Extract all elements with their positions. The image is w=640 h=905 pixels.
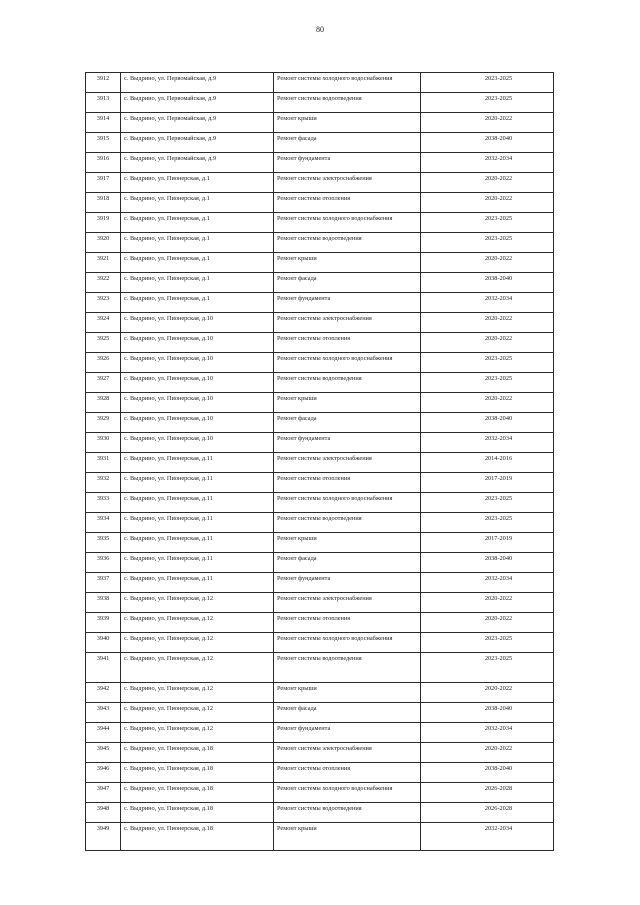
period-cell: 2023-2025 <box>421 373 554 393</box>
address-cell: с. Выдрино, ул. Пионерская, д.10 <box>121 313 274 333</box>
work-type-cell: Ремонт системы холодного водоснабжения <box>274 73 421 93</box>
row-number: 3932 <box>86 473 121 493</box>
row-number: 3949 <box>86 823 121 851</box>
table-row <box>86 553 554 573</box>
period-cell: 2020-2022 <box>421 253 554 273</box>
row-number: 3930 <box>86 433 121 453</box>
row-number: 3915 <box>86 133 121 153</box>
period-cell: 2023-2025 <box>421 93 554 113</box>
address-cell: с. Выдрино, ул. Пионерская, д.11 <box>121 513 274 533</box>
table-row <box>86 803 554 823</box>
row-number: 3925 <box>86 333 121 353</box>
table-row <box>86 413 554 433</box>
address-cell: с. Выдрино, ул. Пионерская, д.1 <box>121 273 274 293</box>
row-number: 3916 <box>86 153 121 173</box>
period-cell: 2017-2019 <box>421 533 554 553</box>
table-row <box>86 683 554 703</box>
work-type-cell: Ремонт системы холодного водоснабжения <box>274 633 421 653</box>
row-number: 3924 <box>86 313 121 333</box>
row-number: 3940 <box>86 633 121 653</box>
work-type-cell: Ремонт крыши <box>274 393 421 413</box>
table-row <box>86 153 554 173</box>
work-type-cell: Ремонт системы водоотведения <box>274 93 421 113</box>
table-row <box>86 723 554 743</box>
work-type-cell: Ремонт системы отопления <box>274 763 421 783</box>
row-number: 3921 <box>86 253 121 273</box>
period-cell: 2023-2025 <box>421 653 554 683</box>
address-cell: с. Выдрино, ул. Пионерская, д.1 <box>121 253 274 273</box>
work-type-cell: Ремонт системы холодного водоснабжения <box>274 353 421 373</box>
work-type-cell: Ремонт крыши <box>274 683 421 703</box>
table-row <box>86 333 554 353</box>
address-cell: с. Выдрино, ул. Первомайская, д.9 <box>121 113 274 133</box>
row-number: 3943 <box>86 703 121 723</box>
period-cell: 2032-2034 <box>421 293 554 313</box>
table-row <box>86 73 554 93</box>
period-cell: 2023-2025 <box>421 213 554 233</box>
table-row <box>86 593 554 613</box>
row-number: 3937 <box>86 573 121 593</box>
work-type-cell: Ремонт фундамента <box>274 573 421 593</box>
period-cell: 2020-2022 <box>421 113 554 133</box>
work-type-cell: Ремонт системы электроснабжения <box>274 593 421 613</box>
address-cell: с. Выдрино, ул. Пионерская, д.1 <box>121 193 274 213</box>
row-number: 3926 <box>86 353 121 373</box>
table-row <box>86 393 554 413</box>
row-number: 3919 <box>86 213 121 233</box>
table-row <box>86 823 554 851</box>
table-row <box>86 313 554 333</box>
work-type-cell: Ремонт системы отопления <box>274 193 421 213</box>
table-row <box>86 353 554 373</box>
table-row <box>86 513 554 533</box>
work-type-cell: Ремонт системы электроснабжения <box>274 173 421 193</box>
row-number: 3922 <box>86 273 121 293</box>
work-type-cell: Ремонт крыши <box>274 113 421 133</box>
row-number: 3936 <box>86 553 121 573</box>
period-cell: 2038-2040 <box>421 553 554 573</box>
table-row <box>86 783 554 803</box>
period-cell: 2038-2040 <box>421 763 554 783</box>
row-number: 3934 <box>86 513 121 533</box>
table-row <box>86 473 554 493</box>
row-number: 3945 <box>86 743 121 763</box>
row-number: 3935 <box>86 533 121 553</box>
work-type-cell: Ремонт системы отопления <box>274 473 421 493</box>
row-number: 3933 <box>86 493 121 513</box>
row-number: 3923 <box>86 293 121 313</box>
address-cell: с. Выдрино, ул. Пионерская, д.11 <box>121 473 274 493</box>
table-row <box>86 93 554 113</box>
period-cell: 2026-2028 <box>421 783 554 803</box>
address-cell: с. Выдрино, ул. Первомайская, д.9 <box>121 93 274 113</box>
period-cell: 2032-2034 <box>421 573 554 593</box>
row-number: 3917 <box>86 173 121 193</box>
table-row <box>86 763 554 783</box>
work-type-cell: Ремонт системы отопления <box>274 613 421 633</box>
period-cell: 2014-2016 <box>421 453 554 473</box>
work-type-cell: Ремонт системы холодного водоснабжения <box>274 783 421 803</box>
address-cell: с. Выдрино, ул. Пионерская, д.11 <box>121 573 274 593</box>
period-cell: 2038-2040 <box>421 413 554 433</box>
table-row <box>86 253 554 273</box>
row-number: 3913 <box>86 93 121 113</box>
work-type-cell: Ремонт крыши <box>274 823 421 851</box>
period-cell: 2023-2025 <box>421 353 554 373</box>
work-type-cell: Ремонт фундамента <box>274 723 421 743</box>
period-cell: 2038-2040 <box>421 273 554 293</box>
period-cell: 2032-2034 <box>421 723 554 743</box>
period-cell: 2023-2025 <box>421 633 554 653</box>
work-type-cell: Ремонт системы холодного водоснабжения <box>274 493 421 513</box>
row-number: 3942 <box>86 683 121 703</box>
address-cell: с. Выдрино, ул. Первомайская, д.9 <box>121 153 274 173</box>
address-cell: с. Выдрино, ул. Пионерская, д.12 <box>121 703 274 723</box>
table-row <box>86 493 554 513</box>
address-cell: с. Выдрино, ул. Пионерская, д.1 <box>121 233 274 253</box>
address-cell: с. Выдрино, ул. Пионерская, д.12 <box>121 653 274 683</box>
row-number: 3931 <box>86 453 121 473</box>
table-row <box>86 293 554 313</box>
table-row <box>86 433 554 453</box>
period-cell: 2017-2019 <box>421 473 554 493</box>
address-cell: с. Выдрино, ул. Первомайская, д.9 <box>121 73 274 93</box>
period-cell: 2032-2034 <box>421 823 554 851</box>
period-cell: 2020-2022 <box>421 333 554 353</box>
work-type-cell: Ремонт системы водоотведения <box>274 233 421 253</box>
row-number: 3928 <box>86 393 121 413</box>
address-cell: с. Выдрино, ул. Пионерская, д.12 <box>121 613 274 633</box>
table-row <box>86 233 554 253</box>
address-cell: с. Выдрино, ул. Пионерская, д.12 <box>121 683 274 703</box>
address-cell: с. Выдрино, ул. Пионерская, д.12 <box>121 593 274 613</box>
address-cell: с. Выдрино, ул. Пионерская, д.10 <box>121 333 274 353</box>
row-number: 3938 <box>86 593 121 613</box>
address-cell: с. Выдрино, ул. Пионерская, д.11 <box>121 533 274 553</box>
period-cell: 2038-2040 <box>421 133 554 153</box>
period-cell: 2038-2040 <box>421 703 554 723</box>
address-cell: с. Выдрино, ул. Первомайская, д.9 <box>121 133 274 153</box>
row-number: 3927 <box>86 373 121 393</box>
table-row <box>86 213 554 233</box>
period-cell: 2032-2034 <box>421 153 554 173</box>
row-number: 3912 <box>86 73 121 93</box>
work-type-cell: Ремонт фасада <box>274 133 421 153</box>
address-cell: с. Выдрино, ул. Пионерская, д.18 <box>121 823 274 851</box>
row-number: 3946 <box>86 763 121 783</box>
work-type-cell: Ремонт крыши <box>274 253 421 273</box>
table-row <box>86 533 554 553</box>
work-type-cell: Ремонт системы водоотведения <box>274 803 421 823</box>
address-cell: с. Выдрино, ул. Пионерская, д.1 <box>121 213 274 233</box>
work-type-cell: Ремонт фасада <box>274 413 421 433</box>
address-cell: с. Выдрино, ул. Пионерская, д.11 <box>121 553 274 573</box>
table-row <box>86 613 554 633</box>
period-cell: 2020-2022 <box>421 173 554 193</box>
row-number: 3918 <box>86 193 121 213</box>
table-row <box>86 133 554 153</box>
work-type-cell: Ремонт фасада <box>274 553 421 573</box>
row-number: 3947 <box>86 783 121 803</box>
work-type-cell: Ремонт системы холодного водоснабжения <box>274 213 421 233</box>
address-cell: с. Выдрино, ул. Пионерская, д.18 <box>121 803 274 823</box>
table-row <box>86 193 554 213</box>
row-number: 3929 <box>86 413 121 433</box>
table-row <box>86 703 554 723</box>
table-row <box>86 173 554 193</box>
period-cell: 2020-2022 <box>421 613 554 633</box>
address-cell: с. Выдрино, ул. Пионерская, д.18 <box>121 763 274 783</box>
address-cell: с. Выдрино, ул. Пионерская, д.10 <box>121 373 274 393</box>
period-cell: 2023-2025 <box>421 73 554 93</box>
address-cell: с. Выдрино, ул. Пионерская, д.1 <box>121 293 274 313</box>
address-cell: с. Выдрино, ул. Пионерская, д.1 <box>121 173 274 193</box>
work-type-cell: Ремонт системы электроснабжения <box>274 453 421 473</box>
address-cell: с. Выдрино, ул. Пионерская, д.11 <box>121 493 274 513</box>
row-number: 3920 <box>86 233 121 253</box>
period-cell: 2020-2022 <box>421 193 554 213</box>
table-row <box>86 273 554 293</box>
table-row <box>86 743 554 763</box>
period-cell: 2032-2034 <box>421 433 554 453</box>
address-cell: с. Выдрино, ул. Пионерская, д.18 <box>121 743 274 763</box>
work-type-cell: Ремонт системы водоотведения <box>274 513 421 533</box>
table-row <box>86 113 554 133</box>
row-number: 3939 <box>86 613 121 633</box>
row-number: 3948 <box>86 803 121 823</box>
repair-schedule-table <box>85 72 554 851</box>
work-type-cell: Ремонт системы отопления <box>274 333 421 353</box>
work-type-cell: Ремонт системы электроснабжения <box>274 313 421 333</box>
table-row <box>86 373 554 393</box>
address-cell: с. Выдрино, ул. Пионерская, д.10 <box>121 413 274 433</box>
period-cell: 2020-2022 <box>421 593 554 613</box>
address-cell: с. Выдрино, ул. Пионерская, д.11 <box>121 453 274 473</box>
period-cell: 2023-2025 <box>421 513 554 533</box>
row-number: 3944 <box>86 723 121 743</box>
work-type-cell: Ремонт системы электроснабжения <box>274 743 421 763</box>
work-type-cell: Ремонт фундамента <box>274 433 421 453</box>
work-type-cell: Ремонт крыши <box>274 533 421 553</box>
work-type-cell: Ремонт фундамента <box>274 153 421 173</box>
table-row <box>86 633 554 653</box>
row-number: 3914 <box>86 113 121 133</box>
table-body <box>86 73 554 851</box>
table-row <box>86 573 554 593</box>
address-cell: с. Выдрино, ул. Пионерская, д.12 <box>121 723 274 743</box>
work-type-cell: Ремонт системы водоотведения <box>274 373 421 393</box>
period-cell: 2020-2022 <box>421 313 554 333</box>
page-number: 80 <box>316 25 324 34</box>
period-cell: 2023-2025 <box>421 493 554 513</box>
period-cell: 2023-2025 <box>421 233 554 253</box>
work-type-cell: Ремонт фундамента <box>274 293 421 313</box>
address-cell: с. Выдрино, ул. Пионерская, д.10 <box>121 353 274 373</box>
address-cell: с. Выдрино, ул. Пионерская, д.10 <box>121 393 274 413</box>
table-row <box>86 453 554 473</box>
period-cell: 2020-2022 <box>421 743 554 763</box>
period-cell: 2020-2022 <box>421 683 554 703</box>
period-cell: 2026-2028 <box>421 803 554 823</box>
work-type-cell: Ремонт фасада <box>274 273 421 293</box>
period-cell: 2020-2022 <box>421 393 554 413</box>
table-row <box>86 653 554 683</box>
work-type-cell: Ремонт системы водоотведения <box>274 653 421 683</box>
work-type-cell: Ремонт фасада <box>274 703 421 723</box>
row-number: 3941 <box>86 653 121 683</box>
address-cell: с. Выдрино, ул. Пионерская, д.10 <box>121 433 274 453</box>
address-cell: с. Выдрино, ул. Пионерская, д.18 <box>121 783 274 803</box>
address-cell: с. Выдрино, ул. Пионерская, д.12 <box>121 633 274 653</box>
